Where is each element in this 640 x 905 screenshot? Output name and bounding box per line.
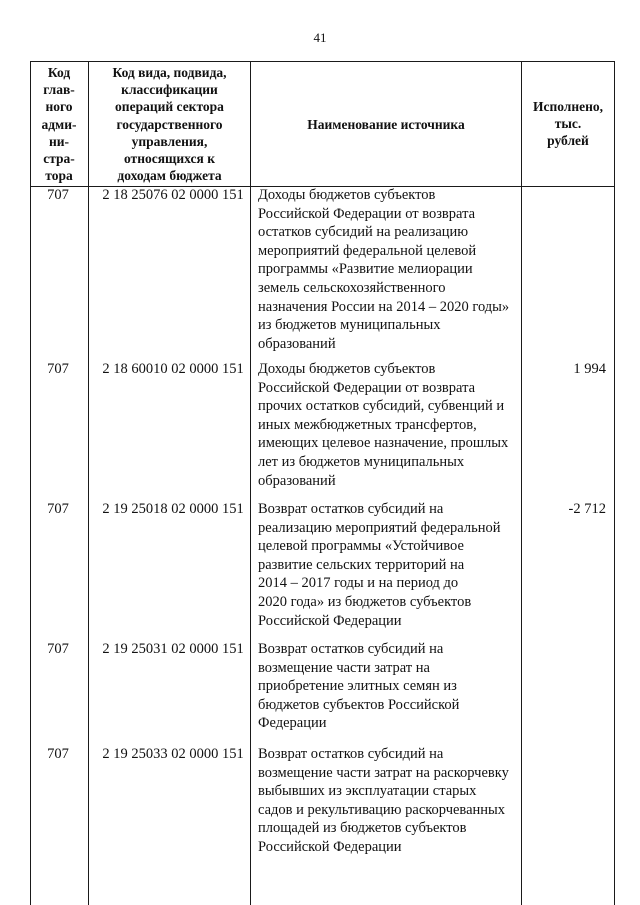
header-amount-text: Исполнено, тыс. рублей — [532, 99, 604, 149]
header-admin-code — [30, 64, 88, 184]
header-source-name-text: Наименование источника — [307, 117, 465, 132]
header-source-name — [251, 116, 521, 133]
source-name-cell: Возврат остатков субсидий на реализацию мероприятий федеральной целевой программы «Устойчивое развитие сельских территорий на 2014 – 2017 годы и на период до 2020 года» из бюджетов субъектов Российской Федерации — [258, 501, 501, 629]
source-name-cell: Возврат остатков субсидий на возмещение части затрат на приобретение элитных семян из бюджетов субъектов Российской Федерации — [258, 641, 460, 732]
revenue-code-cell: 2 19 25033 02 0000 151 — [102, 746, 244, 762]
source-name-cell: Доходы бюджетов субъектов Российской Федерации от возврата прочих остатков субсидий, субвенций и иных межбюджетных трансфертов, имеющих целевое назначение, прошлых лет из бюджетов муниципальных образований — [258, 361, 509, 489]
amount-cell: -2 712 — [568, 501, 606, 517]
header-revenue-code — [89, 64, 250, 184]
column-divider-3 — [521, 61, 522, 905]
admin-code-cell: 707 — [47, 746, 69, 762]
source-name-cell: Доходы бюджетов субъектов Российской Федерации от возврата остатков субсидий на реализацию мероприятий федеральной целевой программы «Развитие мелиорации земель сельскохозяйственного назначения России на 2014 – 2020 годы» из бюджетов муниципальных образований — [258, 187, 510, 352]
admin-code-cell: 707 — [47, 501, 69, 517]
header-amount — [522, 98, 614, 150]
header-admin-code-text: Код глав- ного адми- ни- стра- тора — [41, 65, 77, 184]
revenue-code-cell: 2 19 25031 02 0000 151 — [102, 641, 244, 657]
amount-cell: 1 994 — [573, 361, 606, 377]
source-name-cell: Возврат остатков субсидий на возмещение части затрат на раскорчевку выбывших из эксплуатации старых садов и рекультивацию раскорчеванных площадей из бюджетов субъектов Российской Федерации — [258, 746, 509, 855]
table-right-border — [614, 61, 615, 905]
revenue-code-cell: 2 18 25076 02 0000 151 — [102, 187, 244, 203]
revenue-code-cell: 2 18 60010 02 0000 151 — [102, 361, 244, 377]
header-revenue-code-text: Код вида, подвида, классификации операций сектора государственного управления, относящихся к доходам бюджета — [112, 65, 227, 184]
admin-code-cell: 707 — [47, 641, 69, 657]
table-top-border — [30, 61, 615, 62]
revenue-code-cell: 2 19 25018 02 0000 151 — [102, 501, 244, 517]
admin-code-cell: 707 — [47, 361, 69, 377]
admin-code-cell: 707 — [47, 187, 69, 203]
page-number: 41 — [313, 30, 327, 45]
column-divider-1 — [88, 61, 89, 905]
